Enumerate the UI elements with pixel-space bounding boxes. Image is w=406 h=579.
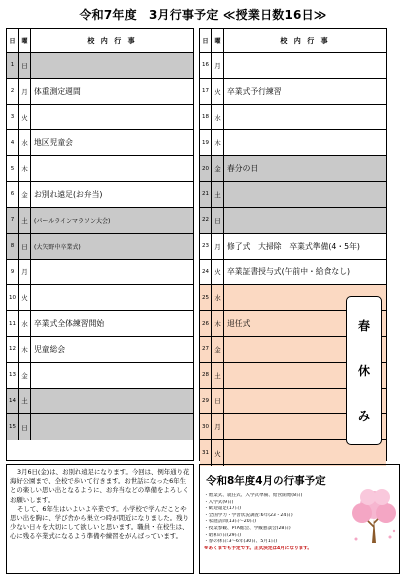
table-row (200, 105, 386, 131)
table-row (7, 260, 193, 286)
row-weekday: 火 (19, 105, 31, 130)
row-weekday: 月 (212, 414, 224, 439)
row-event (31, 105, 193, 130)
row-date: 8 (7, 234, 19, 259)
notice-paragraph: そして、6年生はいよいよ卒業です。小学校で学んだことや思い出を胸に、学び舎から巣立つ時が間近になりました。残り少ない日々を大切にして欲しいと思います。職員・在校生は、心に残る卒業式になるよう準備や練習をがんばっています。 (10, 504, 189, 541)
row-weekday: 月 (212, 53, 224, 78)
row-date: 4 (7, 130, 19, 155)
row-date: 10 (7, 285, 19, 310)
page-title: 令和7年度 3月行事予定 ≪授業日数16日≫ (79, 8, 327, 22)
row-weekday: 木 (212, 130, 224, 155)
row-event: 卒業式全体練習開始 (34, 319, 105, 329)
april-item: ・家庭訪問(13日〜20日) (204, 519, 257, 525)
row-date: 3 (7, 105, 19, 130)
row-event (31, 285, 193, 310)
table-row (7, 208, 193, 234)
row-weekday: 火 (19, 285, 31, 310)
april-item: ・全国学力・学習状況調査:6年(23・24日) (204, 512, 293, 518)
table-row (200, 156, 386, 182)
spring-break-char: 休 (357, 364, 370, 378)
row-event: 卒業証書授与式(午前中・給食なし) (227, 267, 351, 277)
cherry-blossom-tree-icon (350, 485, 398, 545)
row-date: 27 (200, 337, 212, 362)
row-event (224, 105, 386, 130)
table-row (7, 105, 193, 131)
row-date: 23 (200, 234, 212, 259)
table-row (7, 311, 193, 337)
row-event (31, 156, 193, 181)
row-date: 11 (7, 311, 19, 336)
april-list (204, 493, 344, 552)
table-row (200, 182, 386, 208)
table-header (7, 29, 193, 53)
row-weekday: 火 (212, 440, 224, 466)
header-day: 曜 (19, 29, 31, 52)
row-date: 2 (7, 79, 19, 104)
row-date: 29 (200, 389, 212, 414)
row-date: 22 (200, 208, 212, 233)
row-event: 地区児童会 (34, 138, 73, 148)
row-event (31, 53, 193, 78)
header-events: 校 内 行 事 (87, 36, 137, 45)
row-date: 6 (7, 182, 19, 207)
row-weekday: 水 (212, 285, 224, 310)
row-date: 5 (7, 156, 19, 181)
row-event: (パールラインマラソン大会) (34, 217, 111, 225)
row-date: 15 (7, 414, 19, 440)
row-weekday: 土 (19, 208, 31, 233)
row-date: 18 (200, 105, 212, 130)
row-event: 退任式 (227, 319, 251, 329)
row-weekday: 月 (19, 260, 31, 285)
row-date: 13 (7, 363, 19, 388)
table-row (7, 389, 193, 415)
row-weekday: 金 (212, 156, 224, 181)
row-date: 31 (200, 440, 212, 466)
table-row (7, 182, 193, 208)
table-row (7, 53, 193, 79)
row-weekday: 水 (212, 105, 224, 130)
row-date: 24 (200, 260, 212, 285)
table-row (7, 337, 193, 363)
row-weekday: 金 (19, 363, 31, 388)
calendar-table-left (6, 28, 194, 461)
row-event: 体重測定週間 (34, 86, 81, 96)
row-event: 卒業式予行練習 (227, 86, 282, 96)
row-date: 12 (7, 337, 19, 362)
row-date: 7 (7, 208, 19, 233)
row-date: 14 (7, 389, 19, 414)
row-date: 17 (200, 79, 212, 104)
row-weekday: 土 (19, 389, 31, 414)
notice-box (6, 464, 194, 574)
april-item: ・入学式(9日) (204, 499, 234, 505)
row-weekday: 水 (19, 130, 31, 155)
april-schedule-box (199, 464, 400, 574)
header-date: 日 (200, 29, 212, 52)
row-weekday: 火 (212, 79, 224, 104)
table-row (7, 156, 193, 182)
row-event (31, 414, 193, 440)
header-day: 曜 (212, 29, 224, 52)
row-weekday: 木 (212, 311, 224, 336)
table-row (7, 414, 193, 440)
row-weekday: 火 (212, 260, 224, 285)
table-row (200, 208, 386, 234)
table-row (7, 130, 193, 156)
row-weekday: 水 (19, 311, 31, 336)
row-event (31, 389, 193, 414)
row-event (224, 182, 386, 207)
row-event: 春分の日 (227, 164, 259, 174)
row-date: 28 (200, 363, 212, 388)
row-date: 25 (200, 285, 212, 310)
april-item: ・春の休日:3〜6年(30日、5月1日) (204, 539, 278, 545)
row-event (224, 53, 386, 78)
table-row (200, 53, 386, 79)
row-weekday: 日 (19, 53, 31, 78)
row-weekday: 月 (212, 234, 224, 259)
row-date: 19 (200, 130, 212, 155)
row-weekday: 金 (19, 182, 31, 207)
row-event: 修了式 大掃除 卒業式準備(4・5年) (227, 241, 360, 251)
row-event: 児童総会 (34, 344, 66, 354)
row-date: 16 (200, 53, 212, 78)
header-date: 日 (7, 29, 19, 52)
row-event (31, 363, 193, 388)
row-date: 21 (200, 182, 212, 207)
row-weekday: 日 (19, 414, 31, 440)
notice-paragraph: 3月6日(金)は、お別れ遠足になります。今回は、例年通り花海好公園まで、全校で歩いて行きます。お世話になった6年生との楽しい思い出となるように、お弁当などの準備をよろしくお願いします。 (10, 468, 190, 504)
row-date: 1 (7, 53, 19, 78)
row-event (224, 208, 386, 233)
table-row (7, 79, 193, 105)
table-row (200, 130, 386, 156)
spring-break-char: 春 (357, 319, 370, 333)
row-event (224, 130, 386, 155)
row-date: 20 (200, 156, 212, 181)
april-item: ・始業式、就任式、入学式準備、給食開始(8日) (204, 493, 303, 498)
table-row (200, 260, 386, 286)
row-weekday: 日 (212, 208, 224, 233)
row-weekday: 日 (19, 234, 31, 259)
table-row (200, 79, 386, 105)
row-date: 9 (7, 260, 19, 285)
row-date: 30 (200, 414, 212, 439)
header-events: 校 内 行 事 (280, 36, 330, 45)
spring-break-label (346, 296, 382, 445)
april-emphasis: ※あくまでも予定です。正式決定は4月になります。 (204, 545, 312, 551)
row-weekday: 金 (212, 337, 224, 362)
row-event: (大矢野中卒業式) (34, 243, 81, 251)
row-weekday: 木 (19, 337, 31, 362)
row-weekday: 土 (212, 363, 224, 388)
april-item: ・昭和の日(29日) (204, 532, 241, 538)
row-weekday: 月 (19, 79, 31, 104)
table-row (7, 234, 193, 260)
table-header (200, 29, 386, 53)
table-row (7, 285, 193, 311)
april-item: ・授業参観、PTA総会、学級懇談会(28日) (204, 525, 291, 531)
april-item: ・歓迎遠足(17日) (204, 506, 241, 512)
table-row (7, 363, 193, 389)
spring-break-char: み (357, 409, 370, 423)
row-date: 26 (200, 311, 212, 336)
april-title: 令和8年度4月の行事予定 (206, 475, 326, 487)
row-event: お別れ遠足(お弁当) (34, 189, 103, 199)
row-weekday: 木 (19, 156, 31, 181)
table-row (200, 234, 386, 260)
row-event (31, 260, 193, 285)
row-weekday: 日 (212, 389, 224, 414)
row-weekday: 土 (212, 182, 224, 207)
